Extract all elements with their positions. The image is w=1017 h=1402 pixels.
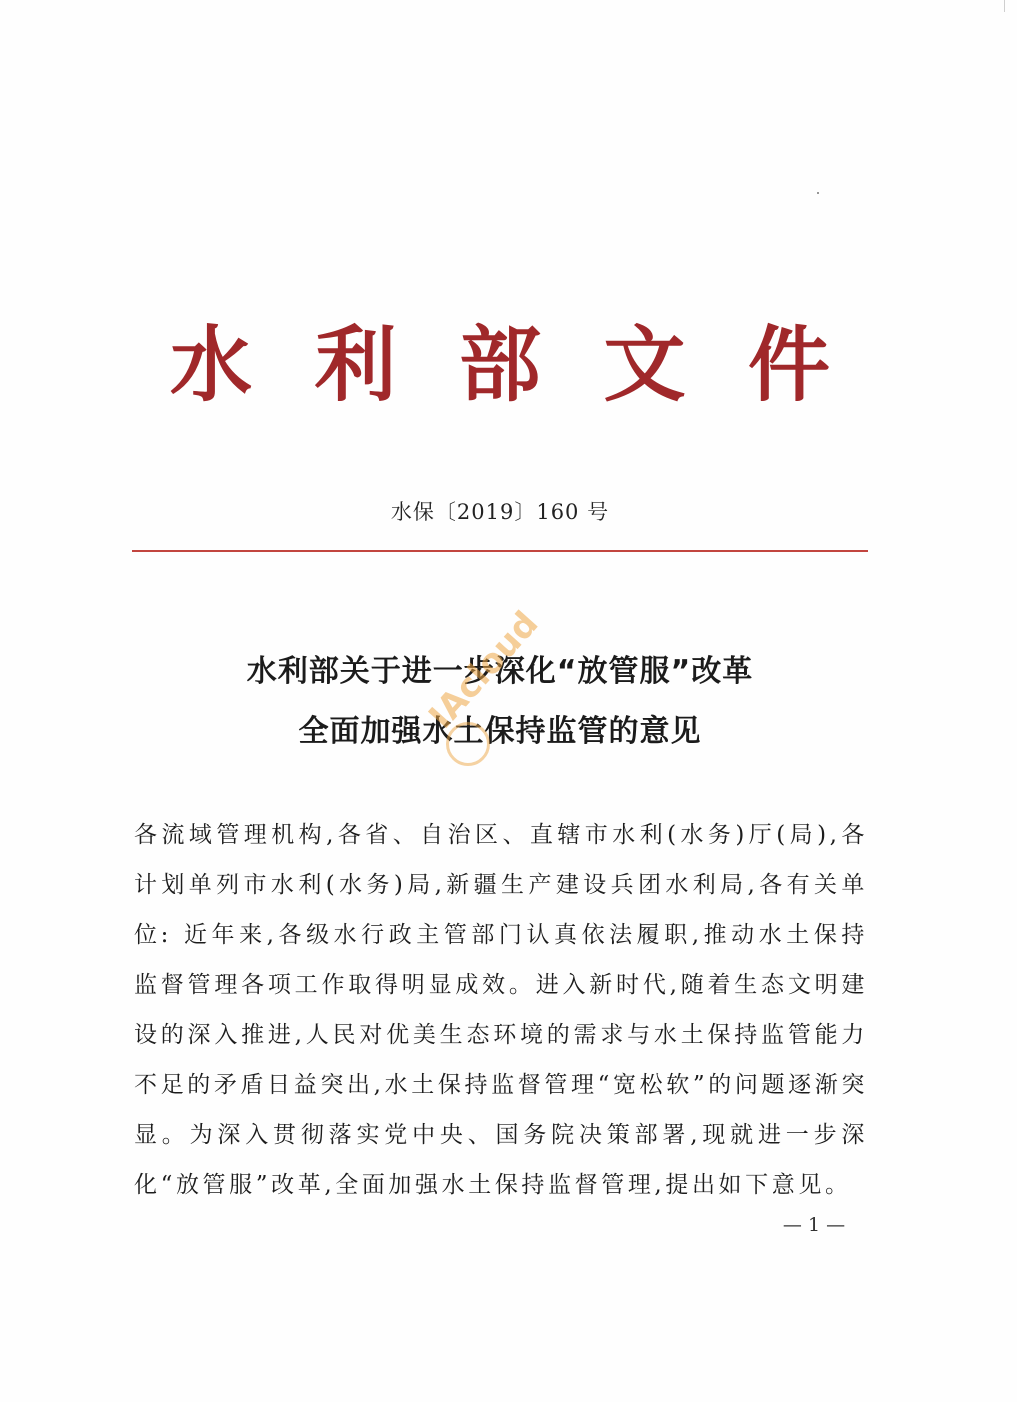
header-char: 利 xyxy=(314,316,397,413)
red-divider xyxy=(132,550,868,552)
header-char: 部 xyxy=(458,316,541,413)
watermark-text: IAcloud xyxy=(421,603,547,737)
header-char: 水 xyxy=(170,316,253,413)
scan-edge-mark xyxy=(1004,0,1005,12)
title-line-2: 全面加强水土保持监管的意见 xyxy=(298,714,702,749)
title-line-1: 水利部关于进一步深化“放管服”改革 xyxy=(246,654,754,689)
body-paragraph: 近年来,各级水行政主管部门认真依法履职,推动水土保持监督管理各项工作取得明显成效。进入新时代,随着生态文明建设的深入推进,人民对优美生态环境的需求与水土保持监管能力不足的矛盾日益突出,水土保持监督管理“宽松软”的问题逐渐突显。为深入贯彻落实党中央、国务院决策部署,现就进一步深化“放管服”改革,全面加强水土保持监督管理,提出如下意见。 xyxy=(134,922,868,1198)
header-char: 文 xyxy=(603,316,686,413)
page-number: — 1 — xyxy=(782,1214,846,1236)
scan-speck xyxy=(817,192,819,194)
watermark-logo-icon xyxy=(446,722,490,766)
header-char: 件 xyxy=(747,316,830,413)
addressee-text: 各流域管理机构,各省、自治区、直辖市水利(水务)厅(局),各计划单列市水利(水务)局,新疆生产建设兵团水利局,各有关单位: xyxy=(134,822,868,948)
document-number: 水保〔2019〕160 号 xyxy=(390,500,610,524)
document-header xyxy=(130,308,870,413)
